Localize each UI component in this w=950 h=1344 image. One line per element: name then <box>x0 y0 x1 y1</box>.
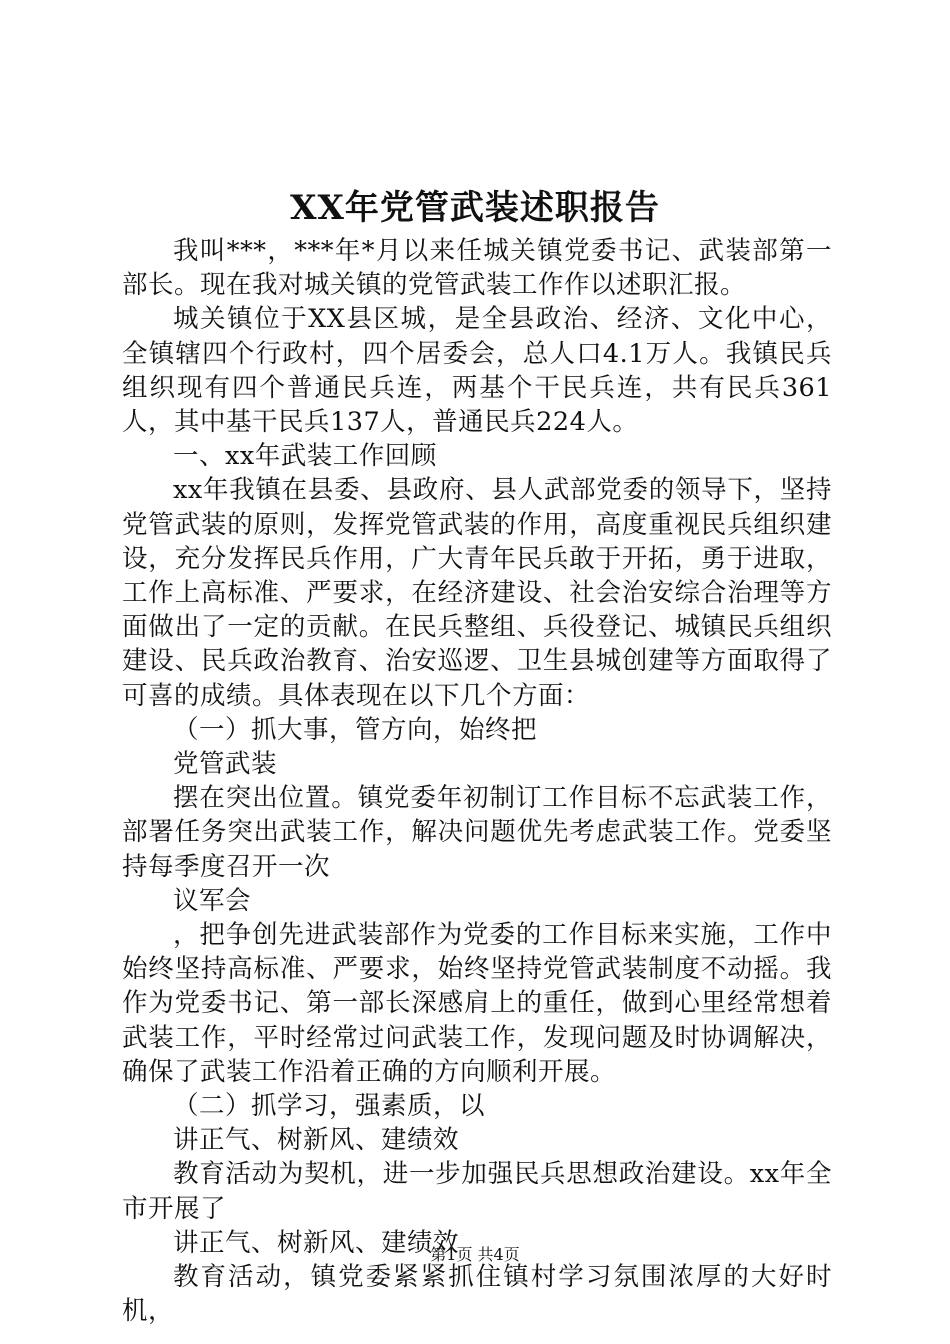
subheading-two: （二）抓学习，强素质，以 <box>173 1091 486 1122</box>
page-number-footer: 第1页 共4页 <box>430 1245 520 1264</box>
paragraph-priority: 摆在突出位置。镇党委年初制订工作目标不忘武装工作，部署任务突出武装工作，解决问题优先考虑武装工作。党委坚持每季度召开一次 <box>122 783 832 882</box>
paragraph-intro: 我叫***，***年*月以来任城关镇党委书记、武装部第一部长。现在我对城关镇的党管武装工作作以述职汇报。 <box>122 236 832 301</box>
paragraph-fragment: 讲正气、树新风、建绩效 <box>173 1227 460 1258</box>
section-heading-review: 一、xx年武装工作回顾 <box>173 441 437 472</box>
paragraph-fragment: 党管武装 <box>173 749 278 780</box>
document-body <box>122 234 832 1329</box>
paragraph-activity: 教育活动，镇党委紧紧抓住镇村学习氛围浓厚的大好时机， <box>122 1262 832 1327</box>
paragraph-fragment: 议军会 <box>173 885 252 916</box>
paragraph-fragment: 讲正气、树新风、建绩效 <box>173 1125 460 1156</box>
paragraph-education: 教育活动为契机，进一步加强民兵思想政治建设。xx年全市开展了 <box>122 1159 832 1224</box>
subheading-one: （一）抓大事，管方向，始终把 <box>173 714 538 745</box>
paragraph-overview: 城关镇位于XX县区城，是全县政治、经济、文化中心，全镇辖四个行政村，四个居委会，总人口4.1万人。我镇民兵组织现有四个普通民兵连，两基个干民兵连，共有民兵361人，其中基干民兵137人，普通民兵224人。 <box>122 304 832 438</box>
paragraph-review: xx年我镇在县委、县政府、县人武部党委的领导下，坚持党管武装的原则，发挥党管武装的作用，高度重视民兵组织建设，充分发挥民兵作用，广大青年民兵敢于开拓，勇于进取，工作上高标准、严要求，在经济建设、社会治安综合治理等方面做出了一定的贡献。在民兵整组、兵役登记、城镇民兵组织建设、民兵政治教育、治安巡逻、卫生县城创建等方面取得了可喜的成绩。具体表现在以下几个方面： <box>122 475 832 711</box>
paragraph-commitment: ，把争创先进武装部作为党委的工作目标来实施，工作中始终坚持高标准、严要求，始终坚持党管武装制度不动摇。我作为党委书记、第一部长深感肩上的重任，做到心里经常想着武装工作，平时经常过问武装工作，发现问题及时协调解决，确保了武装工作沿着正确的方向顺利开展。 <box>122 920 832 1087</box>
document-title: XX年党管武装述职报告 <box>290 188 660 228</box>
